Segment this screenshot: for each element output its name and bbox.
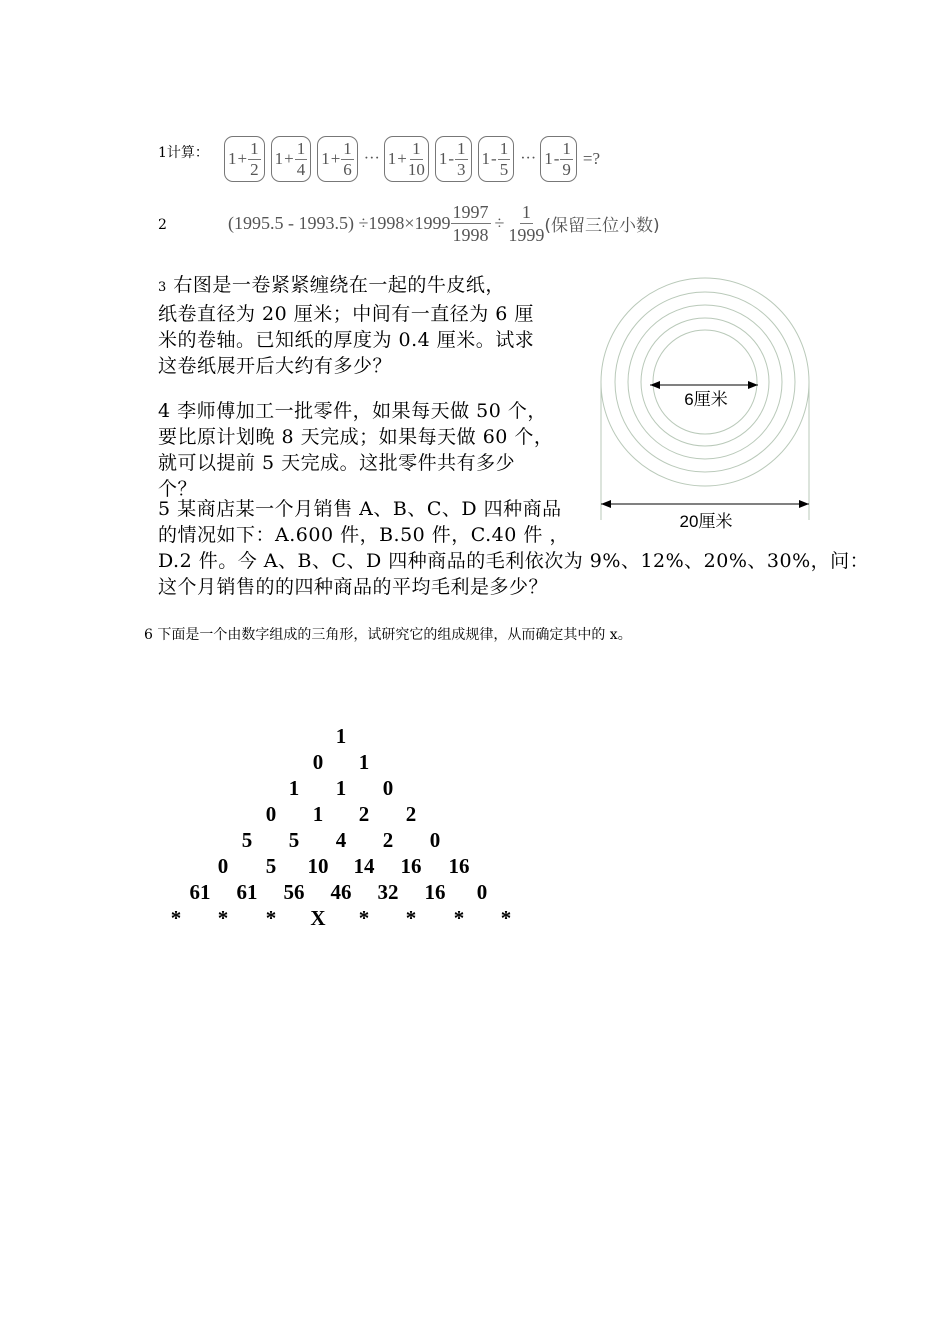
q3-text: 3 右图是一卷紧紧缠绕在一起的牛皮纸， 纸卷直径为 20 厘米；中间有一直径为 6 厘 米的卷轴。已知纸的厚度为 0.4 厘米。试求 这卷纸展开后大约有多少？	[158, 274, 535, 377]
triangle-cell: 1	[358, 750, 370, 774]
q2-expression: (1995.5 - 1993.5) ÷1998×1999 $\frac{1997}{1998}$ ÷ $\frac{1}{1999}$ (保留三位小数)	[228, 202, 660, 245]
q1-factor: 1 + $\frac{1}{2}$	[224, 136, 265, 182]
triangle-cell: *	[170, 906, 182, 930]
q1-factor: 1 - $\frac{1}{5}$	[478, 136, 515, 182]
triangle-cell: 61	[189, 880, 211, 904]
triangle-cell: 2	[405, 802, 417, 826]
outer-diameter-label: 20厘米	[679, 512, 733, 531]
q2-fraction-1: $\frac{1997}{1998}$	[452, 202, 489, 245]
q4-text: 4 李师傅加工一批零件，如果每天做 50 个， 要比原计划晚 8 天完成；如果每天做 60 个， 就可以提前 5 天完成。这批零件共有多少 个？	[158, 400, 554, 500]
q1-ellipsis: ···	[363, 150, 380, 167]
q5-text: 5 某商店某一个月销售 A、B、C、D 四种商品 的情况如下：A.600 件，B.50 件，C.40 件 ， D.2 件。今 A、B、C、D 四种商品的毛利依次为 9%、12%、20%、30%，问： 这个月销售的的四种商品的平均毛利是多少？	[158, 498, 870, 598]
triangle-cell: 46	[330, 880, 352, 904]
triangle-cell: 56	[283, 880, 305, 904]
triangle-cell: 16	[448, 854, 470, 878]
triangle-cell: 1	[288, 776, 300, 800]
triangle-cell: 4	[335, 828, 347, 852]
triangle-cell: 16	[400, 854, 422, 878]
q1-factor: 1 + $\frac{1}{6}$	[317, 136, 358, 182]
triangle-cell: 16	[424, 880, 446, 904]
triangle-cell: 1	[335, 776, 347, 800]
q1-factor: 1 + $\frac{1}{10}$	[384, 136, 429, 182]
triangle-cell: 61	[236, 880, 258, 904]
triangle-cell: 1	[312, 802, 324, 826]
q2-fraction-2: $\frac{1}{1999}$	[508, 202, 545, 245]
triangle-cell: 5	[288, 828, 300, 852]
q1-ellipsis: ···	[520, 150, 537, 167]
inner-diameter-label: 6厘米	[684, 390, 728, 409]
triangle-unknown-x: X	[310, 906, 326, 930]
q1-tail: =?	[582, 149, 600, 168]
triangle-cell: 0	[312, 750, 324, 774]
q1-factor: 1 - $\frac{1}{9}$	[540, 136, 577, 182]
triangle-cell: *	[405, 906, 417, 930]
triangle-cell: 10	[307, 854, 329, 878]
triangle-cell: *	[265, 906, 277, 930]
triangle-cell: 0	[476, 880, 488, 904]
triangle-cell: 14	[353, 854, 375, 878]
triangle-cell: 32	[377, 880, 399, 904]
q2-label: 2	[158, 217, 167, 233]
triangle-cell: *	[500, 906, 512, 930]
triangle-cell: 0	[265, 802, 277, 826]
triangle-cell: 0	[217, 854, 229, 878]
triangle-cell: 0	[382, 776, 394, 800]
triangle-cell: *	[453, 906, 465, 930]
triangle-cell: *	[358, 906, 370, 930]
q6-text: 6 下面是一个由数字组成的三角形，试研究它的组成规律，从而确定其中的 x。	[144, 627, 632, 643]
triangle-cell: 1	[335, 724, 347, 748]
q1-factor: 1 + $\frac{1}{4}$	[271, 136, 312, 182]
q1-label: 1计算：	[158, 145, 209, 161]
q1-factor: 1 - $\frac{1}{3}$	[435, 136, 472, 182]
triangle-cell: 2	[382, 828, 394, 852]
triangle-cell: 5	[265, 854, 277, 878]
triangle-cell: 5	[241, 828, 253, 852]
triangle-cell: 0	[429, 828, 441, 852]
triangle-cell: 2	[358, 802, 370, 826]
triangle-cell: *	[217, 906, 229, 930]
